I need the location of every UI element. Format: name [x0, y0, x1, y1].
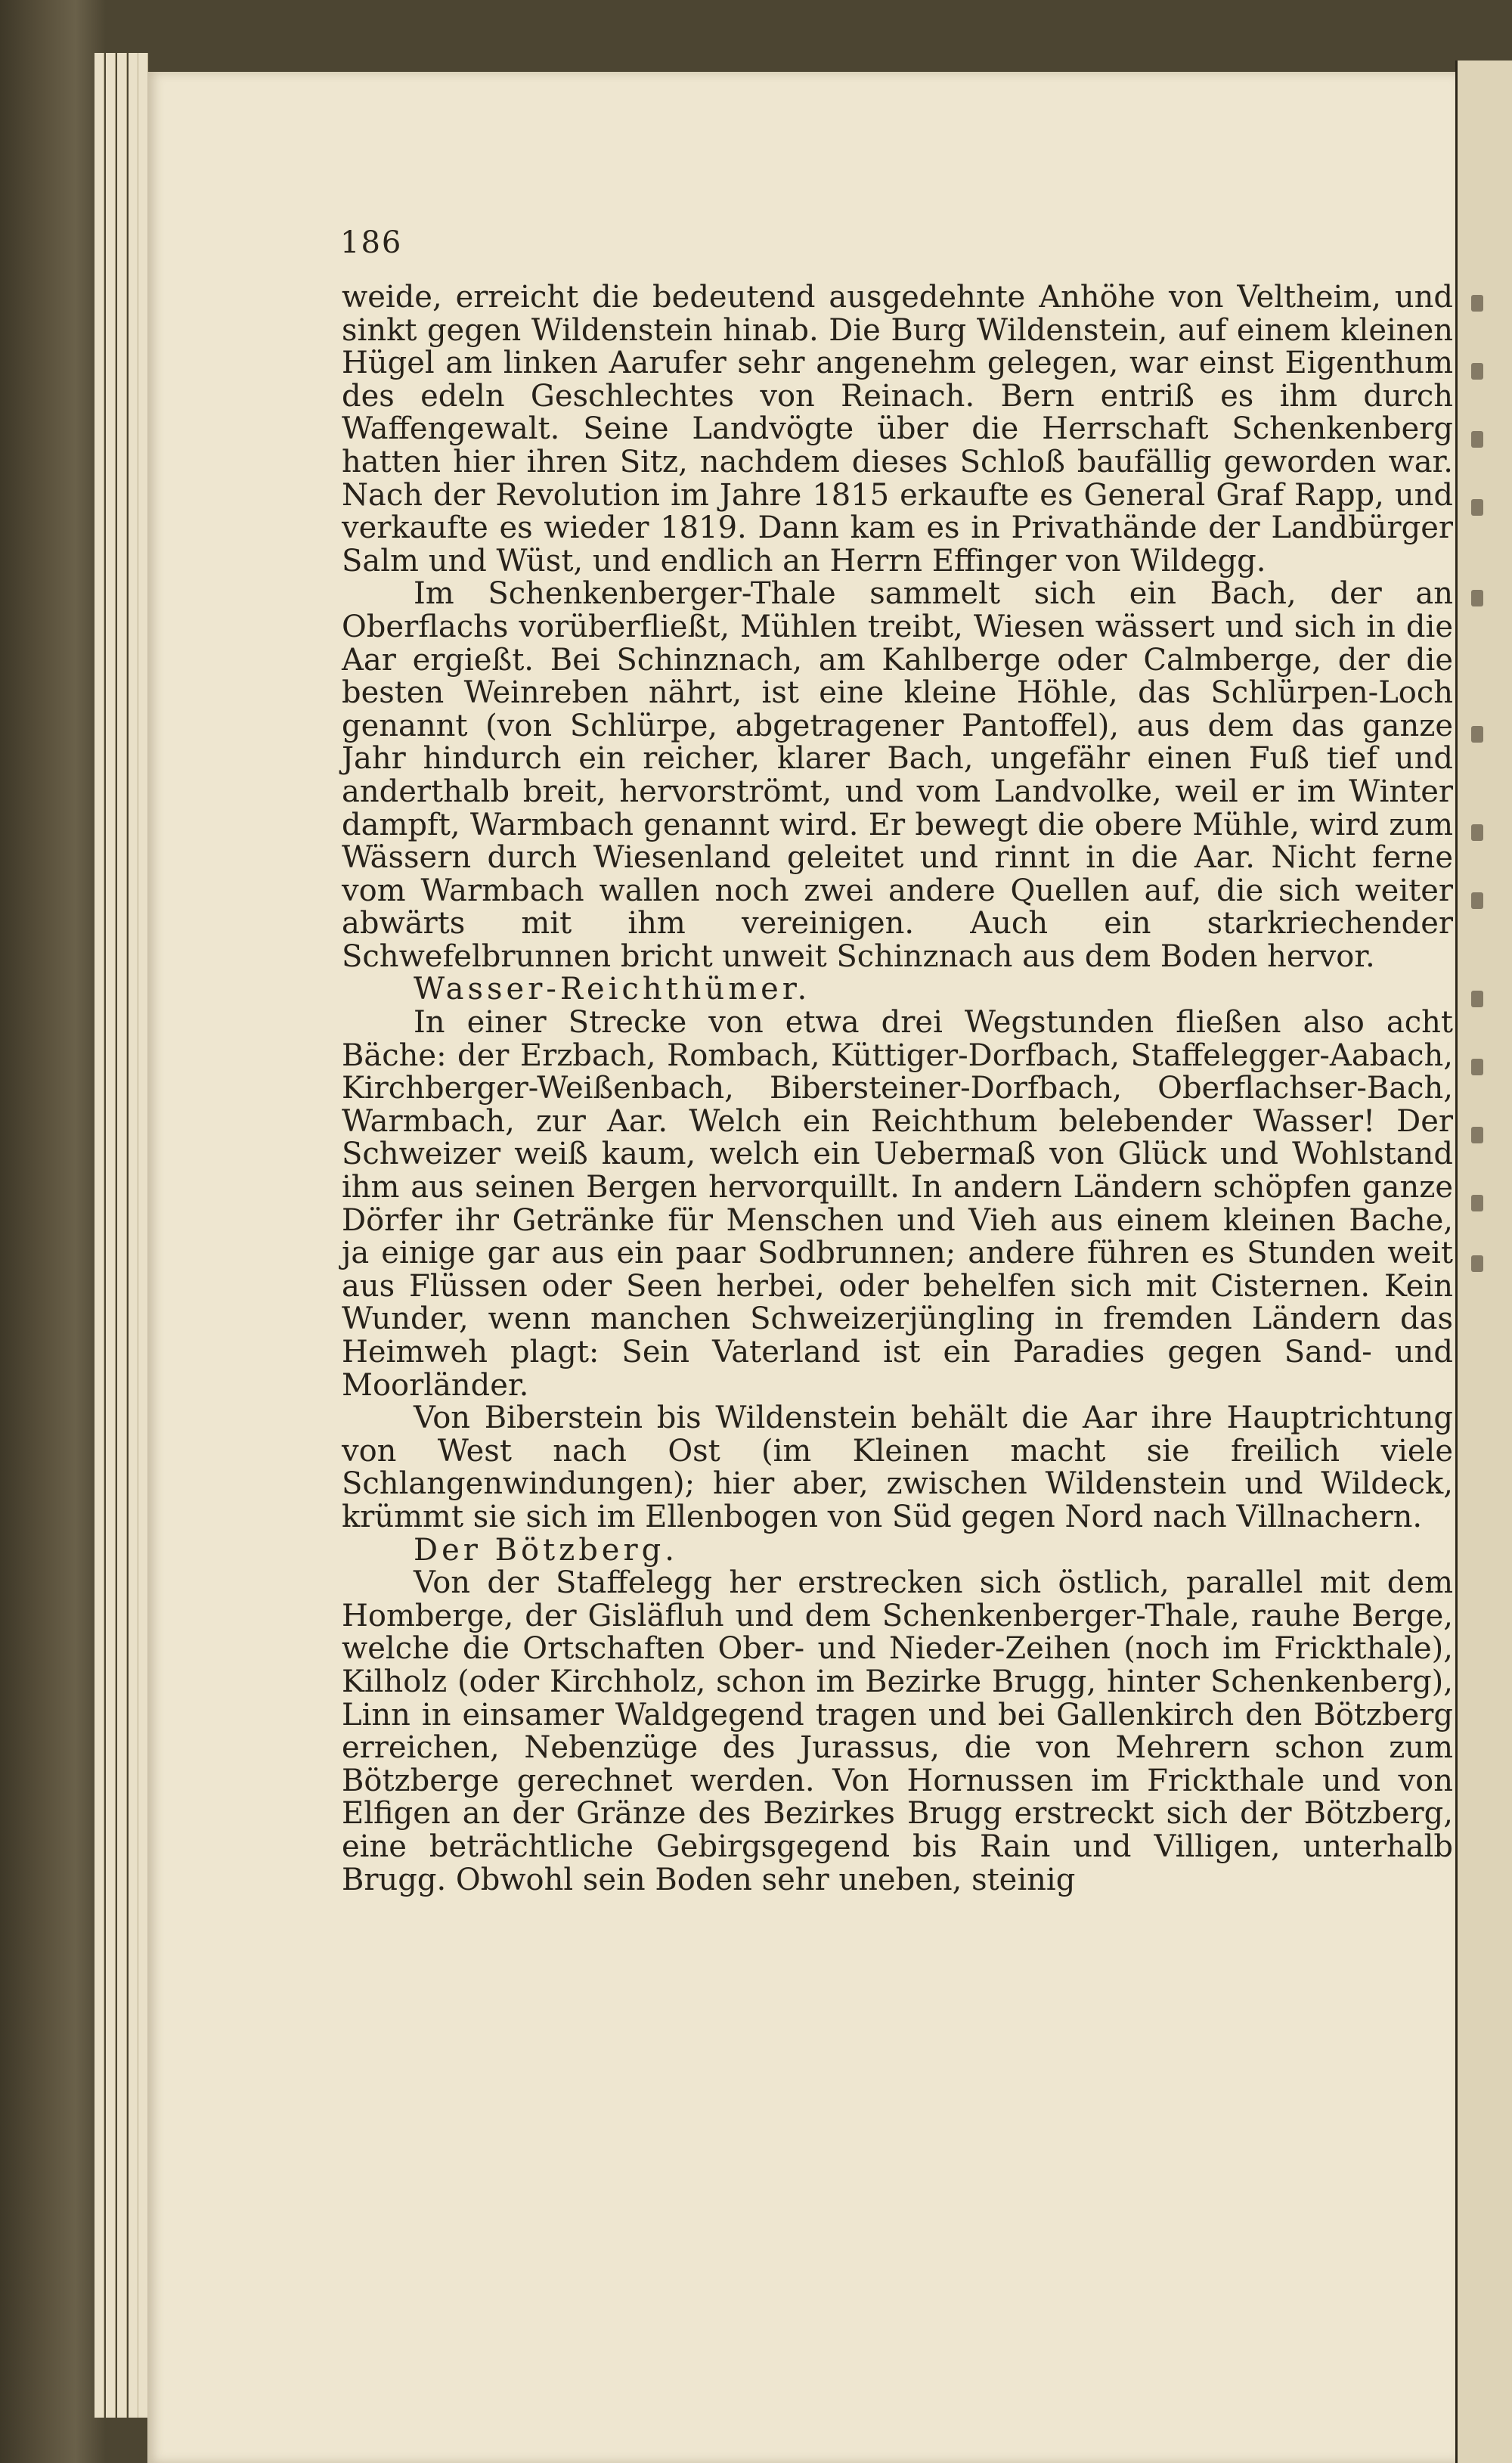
- opposite-page-glyph: [1471, 1195, 1483, 1211]
- page-edge: [106, 53, 116, 2418]
- opposite-page-glyph: [1471, 991, 1483, 1007]
- opposite-page-glyph: [1471, 295, 1483, 312]
- paragraph: In einer Strecke von etwa drei Wegstunden fließen also acht Bäche: der Erzbach, Rombach, Küttiger-Dorfbach, Staffelegger-Aabach, Kirchberger-Weißenbach, Bibersteiner-Dorfbach, Oberflachser-Bach, Warmbach, zur Aar. Welch ein Reichthum belebender Wasser! Der Schweizer weiß kaum, welch ein Uebermaß von Glück und Wohlstand ihm aus seinen Bergen hervorquillt. In andern Ländern schöpfen ganze Dörfer ihr Getränke für Menschen und Vieh aus einem kleinen Bache, ja einige gar aus ein paar Sodbrunnen; andere führen es Stunden weit aus Flüssen oder Seen herbei, oder behelfen sich mit Cisternen. Kein Wunder, wenn manchen Schweizerjüngling in fremden Ländern das Heimweh plagt: Sein Vaterland ist ein Paradies gegen Sand- und Moorländer.: [342, 1005, 1453, 1403]
- opposite-page-glyph: [1471, 363, 1483, 380]
- opposite-page-edge: [1455, 60, 1512, 2463]
- opposite-page-glyph: [1471, 1059, 1483, 1075]
- paragraph: weide, erreicht die bedeutend ausgedehnte Anhöhe von Veltheim, und sinkt gegen Wildenstein hinab. Die Burg Wildenstein, auf einem kleinen Hügel am linken Aarufer sehr angenehm gelegen, war einst Eigenthum des edeln Geschlechtes von Reinach. Bern entriß es ihm durch Waffengewalt. Seine Landvögte über die Herrschaft Schenkenberg hatten hier ihren Sitz, nachdem dieses Schloß baufällig geworden war. Nach der Revolution im Jahre 1815 erkaufte es General Graf Rapp, und verkaufte es wieder 1819. Dann kam es in Privathände der Landbürger Salm und Wüst, und endlich an Herrn Effinger von Wildegg.: [342, 280, 1453, 579]
- paragraph: Von Biberstein bis Wildenstein behält die Aar ihre Hauptrichtung von West nach Ost (im Kleinen macht sie freilich viele Schlangenwindungen); hier aber, zwischen Wildenstein und Wildeck, krümmt sie sich im Ellenbogen von Süd gegen Nord nach Villnachern.: [342, 1401, 1453, 1534]
- section-heading: Wasser-Reichthümer.: [414, 972, 811, 1007]
- opposite-page-glyph: [1471, 1127, 1483, 1143]
- opposite-page-glyph: [1471, 726, 1483, 743]
- opposite-page-glyph: [1471, 431, 1483, 448]
- opposite-page-glyph: [1471, 1255, 1483, 1272]
- page-edge: [94, 53, 104, 2418]
- opposite-page-glyph: [1471, 499, 1483, 516]
- opposite-page-glyph: [1471, 892, 1483, 909]
- section-heading: Der Bötzberg.: [414, 1532, 678, 1568]
- page-edge: [117, 53, 127, 2418]
- opposite-page-glyph: [1471, 590, 1483, 606]
- paragraph: Von der Staffelegg her erstrecken sich östlich, parallel mit dem Homberge, der Gisläfluh und dem Schenkenberger-Thale, rauhe Berge, welche die Ortschaften Ober- und Nieder-Zeihen (noch im Frickthale), Kilholz (oder Kirchholz, schon im Bezirke Brugg, hinter Schenkenberg), Linn in einsamer Waldgegend tragen und bei Gallenkirch den Bötzberg erreichen, Nebenzüge des Jurassus, die von Mehrern schon zum Bötzberge gerechnet werden. Von Hornussen im Frickthale und von Elfigen an der Gränze des Bezirkes Brugg erstreckt sich der Bötzberg, eine beträchtliche Gebirgsgegend bis Rain und Villigen, unterhalb Brugg. Obwohl sein Boden sehr uneben, steinig: [342, 1565, 1453, 1897]
- page-edge: [129, 53, 138, 2418]
- page-number: 186: [340, 225, 403, 260]
- page-body: [342, 281, 1453, 1897]
- opposite-page-glyph: [1471, 824, 1483, 841]
- paragraph: Im Schenkenberger-Thale sammelt sich ein Bach, der an Oberflachs vorüberfließt, Mühlen treibt, Wiesen wässert und sich in die Aar ergießt. Bei Schinznach, am Kahlberge oder Calmberge, der die besten Weinreben nährt, ist eine kleine Höhle, das Schlürpen-Loch genannt (von Schlürpe, abgetragener Pantoffel), aus dem das ganze Jahr hindurch ein reicher, klarer Bach, ungefähr einen Fuß tief und anderthalb breit, hervorströmt, und vom Landvolke, weil er im Winter dampft, Warmbach genannt wird. Er bewegt die obere Mühle, wird zum Wässern durch Wiesenland geleitet und rinnt in die Aar. Nicht ferne vom Warmbach wallen noch zwei andere Quellen auf, die sich weiter abwärts mit ihm vereinigen. Auch ein starkriechender Schwefelbrunnen bricht unweit Schinznach aus dem Boden hervor.: [342, 576, 1453, 974]
